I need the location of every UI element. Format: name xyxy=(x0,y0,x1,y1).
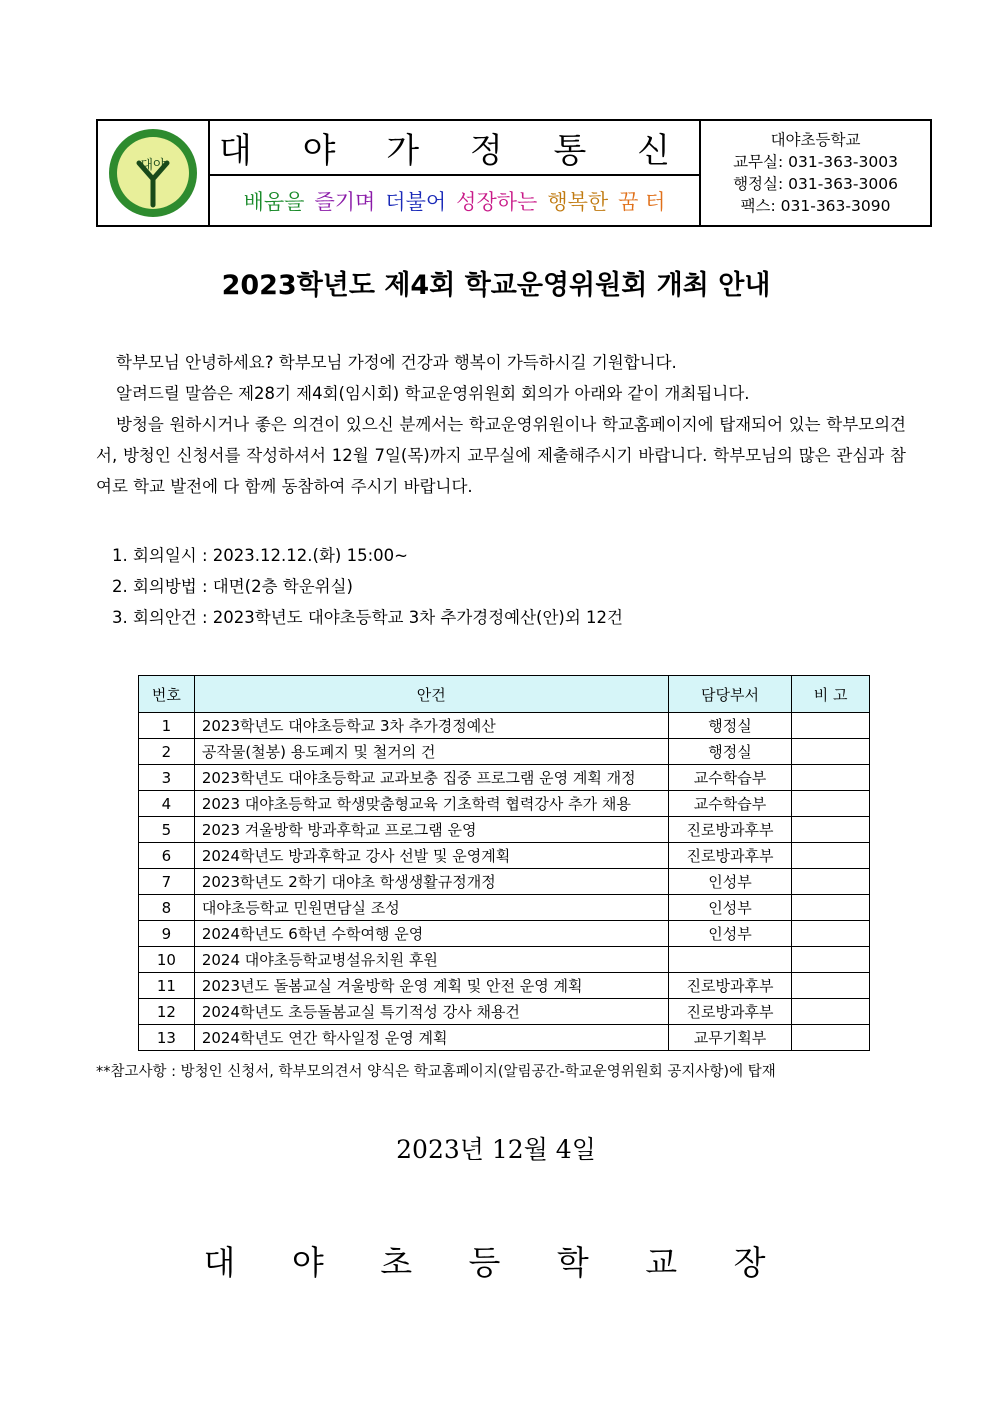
row-number: 11 xyxy=(139,973,195,999)
row-department: 진로방과후부 xyxy=(668,999,792,1025)
header-center xyxy=(210,121,701,225)
logo-text: 대야 xyxy=(140,158,166,173)
row-department: 진로방과후부 xyxy=(668,817,792,843)
row-department: 진로방과후부 xyxy=(668,843,792,869)
row-remarks xyxy=(792,843,870,869)
row-number: 9 xyxy=(139,921,195,947)
row-number: 8 xyxy=(139,895,195,921)
slogan-word: 성장하는 xyxy=(456,189,538,214)
row-agenda: 2023 겨울방학 방과후학교 프로그램 운영 xyxy=(194,817,668,843)
header-department: 담당부서 xyxy=(668,676,792,713)
slogan-word: 즐기며 xyxy=(314,189,376,214)
row-department: 행정실 xyxy=(668,713,792,739)
row-agenda: 2024학년도 방과후학교 강사 선발 및 운영계획 xyxy=(194,843,668,869)
issue-date: 2023년 12월 4일 xyxy=(396,1135,596,1164)
fax-number: 팩스: 031-363-3090 xyxy=(740,197,891,215)
table-row xyxy=(139,895,870,921)
principal-signature: 대 야 초 등 학 교 장 xyxy=(203,1243,789,1282)
slogan-word: 배움을 xyxy=(243,189,305,214)
document-title: 2023학년도 제4회 학교운영위원회 개최 안내 xyxy=(221,270,771,301)
row-department: 인성부 xyxy=(668,869,792,895)
row-department: 교수학습부 xyxy=(668,765,792,791)
row-number: 10 xyxy=(139,947,195,973)
school-logo xyxy=(98,121,210,225)
slogan-word: 꿈 터 xyxy=(618,189,666,214)
row-number: 7 xyxy=(139,869,195,895)
header-number: 번호 xyxy=(139,676,195,713)
newsletter-header xyxy=(96,119,932,227)
row-number: 5 xyxy=(139,817,195,843)
row-agenda: 2023 대야초등학교 학생맞춤형교육 기초학력 협력강사 추가 채용 xyxy=(194,791,668,817)
row-remarks xyxy=(792,739,870,765)
row-remarks xyxy=(792,817,870,843)
reference-note: **참고사항 : 방청인 신청서, 학부모의견서 양식은 학교홈페이지(알림공간-학교운영위원회 공지사항)에 탑재 xyxy=(96,1064,776,1080)
row-department: 교수학습부 xyxy=(668,791,792,817)
row-remarks xyxy=(792,713,870,739)
row-remarks xyxy=(792,999,870,1025)
school-name: 대야초등학교 xyxy=(770,131,861,149)
row-number: 3 xyxy=(139,765,195,791)
school-emblem-icon xyxy=(105,125,201,221)
row-agenda: 공작물(철봉) 용도폐지 및 철거의 건 xyxy=(194,739,668,765)
row-department: 인성부 xyxy=(668,895,792,921)
row-remarks xyxy=(792,973,870,999)
table-row xyxy=(139,791,870,817)
request-paragraph: 방청을 원하시거나 좋은 의견이 있으신 분께서는 학교운영위원이나 학교홈페이지에 탑재되어 있는 학부모의견서, 방청인 신청서를 작성하셔서 12월 7일(목)까지 교무실에 제출해주시기 바랍니다. 학부모님의 많은 관심과 참여로 학교 발전에 다 함께 동참하여 주시기 바랍니다. xyxy=(96,415,906,496)
notice-paragraph: 알려드릴 말씀은 제28기 제4회(임시회) 학교운영위원회 회의가 아래와 같이 개최됩니다. xyxy=(116,384,750,403)
row-department: 진로방과후부 xyxy=(668,973,792,999)
header-remarks: 비 고 xyxy=(792,676,870,713)
row-remarks xyxy=(792,895,870,921)
school-slogan xyxy=(210,176,699,225)
meeting-date: 1. 회의일시 : 2023.12.12.(화) 15:00~ xyxy=(112,546,408,565)
row-agenda: 2023학년도 대야초등학교 교과보충 집중 프로그램 운영 계획 개정 xyxy=(194,765,668,791)
row-department xyxy=(668,947,792,973)
meeting-method: 2. 회의방법 : 대면(2층 학운위실) xyxy=(112,577,353,596)
admin-phone: 행정실: 031-363-3006 xyxy=(733,175,898,193)
row-number: 6 xyxy=(139,843,195,869)
office-phone: 교무실: 031-363-3003 xyxy=(733,153,898,171)
table-row xyxy=(139,999,870,1025)
table-row xyxy=(139,947,870,973)
row-remarks xyxy=(792,869,870,895)
row-agenda: 2024학년도 연간 학사일정 운영 계획 xyxy=(194,1025,668,1051)
table-row xyxy=(139,973,870,999)
meeting-details xyxy=(112,540,623,633)
table-row xyxy=(139,869,870,895)
slogan-word: 더불어 xyxy=(385,189,447,214)
row-agenda: 대야초등학교 민원면담실 조성 xyxy=(194,895,668,921)
table-row xyxy=(139,739,870,765)
row-agenda: 2024학년도 초등돌봄교실 특기적성 강사 채용건 xyxy=(194,999,668,1025)
row-agenda: 2023년도 돌봄교실 겨울방학 운영 계획 및 안전 운영 계획 xyxy=(194,973,668,999)
row-number: 2 xyxy=(139,739,195,765)
row-agenda: 2024학년도 6학년 수학여행 운영 xyxy=(194,921,668,947)
row-agenda: 2023학년도 대야초등학교 3차 추가경정예산 xyxy=(194,713,668,739)
row-remarks xyxy=(792,791,870,817)
row-remarks xyxy=(792,947,870,973)
row-department: 교무기획부 xyxy=(668,1025,792,1051)
row-remarks xyxy=(792,921,870,947)
table-row xyxy=(139,1025,870,1051)
table-header-row xyxy=(139,676,870,713)
newsletter-title: 대 야 가 정 통 신 xyxy=(210,121,699,176)
row-number: 12 xyxy=(139,999,195,1025)
table-row xyxy=(139,765,870,791)
school-contact xyxy=(701,121,930,225)
table-row xyxy=(139,713,870,739)
table-row xyxy=(139,843,870,869)
row-department: 행정실 xyxy=(668,739,792,765)
header-agenda: 안건 xyxy=(194,676,668,713)
row-number: 13 xyxy=(139,1025,195,1051)
table-row xyxy=(139,817,870,843)
slogan-word: 행복한 xyxy=(547,189,609,214)
row-remarks xyxy=(792,1025,870,1051)
row-department: 인성부 xyxy=(668,921,792,947)
row-number: 4 xyxy=(139,791,195,817)
greeting-paragraph: 학부모님 안녕하세요? 학부모님 가정에 건강과 행복이 가득하시길 기원합니다. xyxy=(116,353,677,372)
table-row xyxy=(139,921,870,947)
body-text xyxy=(96,347,906,502)
row-agenda: 2024 대야초등학교병설유치원 후원 xyxy=(194,947,668,973)
row-number: 1 xyxy=(139,713,195,739)
row-remarks xyxy=(792,765,870,791)
row-agenda: 2023학년도 2학기 대야초 학생생활규정개정 xyxy=(194,869,668,895)
agenda-table xyxy=(138,675,870,1051)
meeting-agenda-summary: 3. 회의안건 : 2023학년도 대야초등학교 3차 추가경정예산(안)외 12건 xyxy=(112,608,623,627)
